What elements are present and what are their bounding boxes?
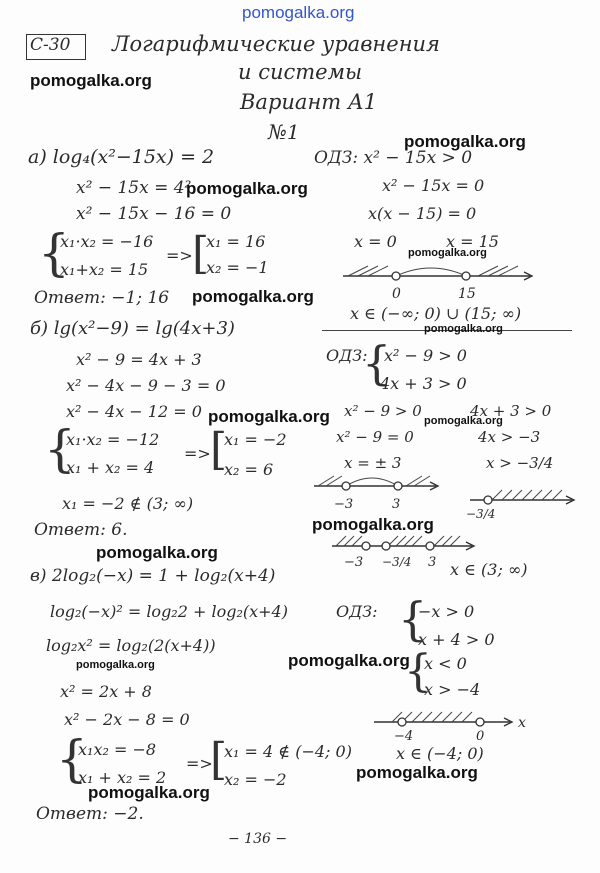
part-b-left3: x = ± 3 bbox=[344, 454, 402, 472]
part-b-odz-s2: 4x + 3 > 0 bbox=[380, 374, 467, 393]
part-a-root2: x₂ = −1 bbox=[206, 258, 269, 277]
part-b-axis-m3: −3 bbox=[334, 497, 354, 512]
part-a-odz3b: x = 15 bbox=[446, 232, 499, 251]
part-c-odz-brace2: { bbox=[404, 646, 432, 697]
part-b-axis2-m3: −3 bbox=[344, 555, 364, 570]
site-header-link[interactable]: pomogalka.org bbox=[242, 3, 355, 22]
title-line2: и системы bbox=[238, 60, 363, 84]
part-a-equation: а) log₄(x²−15x) = 2 bbox=[28, 146, 215, 168]
part-c-line3: x² = 2x + 8 bbox=[60, 682, 152, 701]
task-code: C-30 bbox=[30, 35, 71, 55]
part-b-system-brace: { bbox=[44, 420, 76, 478]
watermark-4: pomogalka.org bbox=[408, 247, 487, 259]
part-b-axis2-m34: −3/4 bbox=[382, 555, 412, 569]
part-a-line1: x² − 15x = 4² bbox=[76, 178, 192, 198]
part-b-vieta1: x₁·x₂ = −12 bbox=[66, 430, 160, 449]
part-c-odz-s3: x < 0 bbox=[424, 654, 467, 673]
part-c-implies: => bbox=[186, 754, 213, 773]
part-a-line2: x² − 15x − 16 = 0 bbox=[76, 204, 232, 224]
part-a-odz-result: x ∈ (−∞; 0) ∪ (15; ∞) bbox=[350, 304, 522, 323]
part-b-odz-s1: x² − 9 > 0 bbox=[384, 346, 467, 365]
part-c-answer: Ответ: −2. bbox=[36, 804, 144, 824]
part-a-odz2: x(x − 15) = 0 bbox=[368, 204, 477, 223]
part-a-implies: => bbox=[166, 246, 193, 265]
part-c-odz-s2: x + 4 > 0 bbox=[418, 630, 495, 649]
part-a-axis-0: 0 bbox=[392, 286, 401, 302]
part-b-odz-brace: { bbox=[362, 336, 392, 390]
watermark-1: pomogalka.org bbox=[30, 71, 152, 90]
part-a-system-brace: { bbox=[38, 224, 70, 282]
part-b-right3: x > −3/4 bbox=[486, 454, 554, 472]
exercise-number: №1 bbox=[268, 120, 300, 144]
part-c-line2: log₂x² = log₂(2(x+4)) bbox=[46, 636, 216, 655]
watermark-5: pomogalka.org bbox=[192, 287, 314, 306]
variant-title: Вариант А1 bbox=[240, 90, 378, 114]
part-b-line3: x² − 4x − 12 = 0 bbox=[66, 402, 202, 421]
part-b-left2: x² − 9 = 0 bbox=[336, 428, 414, 446]
part-c-roots-bracket: [ bbox=[210, 734, 228, 785]
watermark-8: pomogalka.org bbox=[424, 415, 503, 427]
part-a-axis-15: 15 bbox=[458, 286, 476, 302]
part-a-root1: x₁ = 16 bbox=[206, 232, 266, 251]
part-b-check: x₁ = −2 ∉ (3; ∞) bbox=[62, 494, 194, 513]
part-b-right2: 4x > −3 bbox=[478, 428, 541, 446]
part-b-number-line-combined bbox=[330, 530, 480, 558]
part-b-line1: x² − 9 = 4x + 3 bbox=[76, 350, 202, 369]
part-b-line2: x² − 4x − 9 − 3 = 0 bbox=[66, 376, 226, 395]
part-c-system-brace: { bbox=[56, 730, 88, 788]
page-number: − 136 − bbox=[228, 831, 288, 847]
part-a-answer: Ответ: −1; 16 bbox=[34, 288, 170, 308]
part-c-odz-head: ОДЗ: bbox=[336, 602, 378, 621]
part-c-axis-0: 0 bbox=[476, 729, 485, 744]
part-c-odz-s1: −x > 0 bbox=[418, 602, 475, 621]
part-b-odz-head: ОДЗ: bbox=[326, 346, 368, 365]
part-c-root1: x₁ = 4 ∉ (−4; 0) bbox=[224, 742, 352, 761]
watermark-14: pomogalka.org bbox=[88, 783, 210, 802]
part-c-vieta2: x₁ + x₂ = 2 bbox=[78, 768, 167, 787]
part-a-odz-head: ОДЗ: x² − 15x > 0 bbox=[314, 148, 473, 168]
part-c-axis-x: x bbox=[518, 715, 526, 731]
watermark-2: pomogalka.org bbox=[404, 132, 526, 151]
part-b-axis-3: 3 bbox=[392, 497, 401, 512]
title-line1: Логарифмические уравнения bbox=[112, 32, 440, 56]
part-b-left1: x² − 9 > 0 bbox=[344, 402, 422, 420]
part-c-axis-m4: −4 bbox=[394, 729, 414, 744]
watermark-6: pomogalka.org bbox=[424, 323, 503, 335]
part-c-odz-brace: { bbox=[398, 592, 428, 646]
watermark-7: pomogalka.org bbox=[208, 407, 330, 426]
part-b-root2: x₂ = 6 bbox=[224, 460, 274, 479]
watermark-11: pomogalka.org bbox=[288, 651, 410, 670]
part-c-vieta1: x₁x₂ = −8 bbox=[78, 740, 157, 759]
part-a-number-line bbox=[338, 258, 538, 288]
part-b-number-line-left bbox=[310, 470, 444, 498]
part-c-line4: x² − 2x − 8 = 0 bbox=[64, 710, 190, 729]
part-b-root1: x₁ = −2 bbox=[224, 430, 287, 449]
part-c-root2: x₂ = −2 bbox=[224, 770, 287, 789]
part-c-line1: log₂(−x)² = log₂2 + log₂(x+4) bbox=[50, 602, 288, 621]
part-b-axis-m34: −3/4 bbox=[466, 507, 496, 521]
watermark-10: pomogalka.org bbox=[96, 543, 218, 562]
part-a-odz1: x² − 15x = 0 bbox=[382, 176, 485, 195]
watermark-3: pomogalka.org bbox=[186, 179, 308, 198]
part-c-odz-s4: x > −4 bbox=[424, 680, 481, 699]
part-a-vieta2: x₁+x₂ = 15 bbox=[60, 260, 149, 279]
part-a-odz3a: x = 0 bbox=[354, 232, 397, 251]
part-c-odz-result: x ∈ (−4; 0) bbox=[396, 744, 484, 763]
part-b-equation: б) lg(x²−9) = lg(4x+3) bbox=[30, 318, 235, 339]
part-a-vieta1: x₁·x₂ = −16 bbox=[60, 232, 154, 251]
part-c-equation: в) 2log₂(−x) = 1 + log₂(x+4) bbox=[30, 566, 276, 586]
part-b-implies: => bbox=[184, 444, 211, 463]
part-b-odz-result: x ∈ (3; ∞) bbox=[450, 560, 528, 579]
part-a-roots-bracket: [ bbox=[192, 228, 210, 279]
part-b-right1: 4x + 3 > 0 bbox=[470, 402, 552, 420]
part-b-roots-bracket: [ bbox=[210, 424, 228, 475]
part-b-vieta2: x₁ + x₂ = 4 bbox=[66, 458, 155, 477]
watermark-9: pomogalka.org bbox=[312, 515, 434, 534]
watermark-13: pomogalka.org bbox=[356, 763, 478, 782]
part-b-axis2-3: 3 bbox=[428, 555, 437, 570]
watermark-12: pomogalka.org bbox=[76, 659, 155, 671]
part-b-answer: Ответ: 6. bbox=[34, 520, 128, 540]
